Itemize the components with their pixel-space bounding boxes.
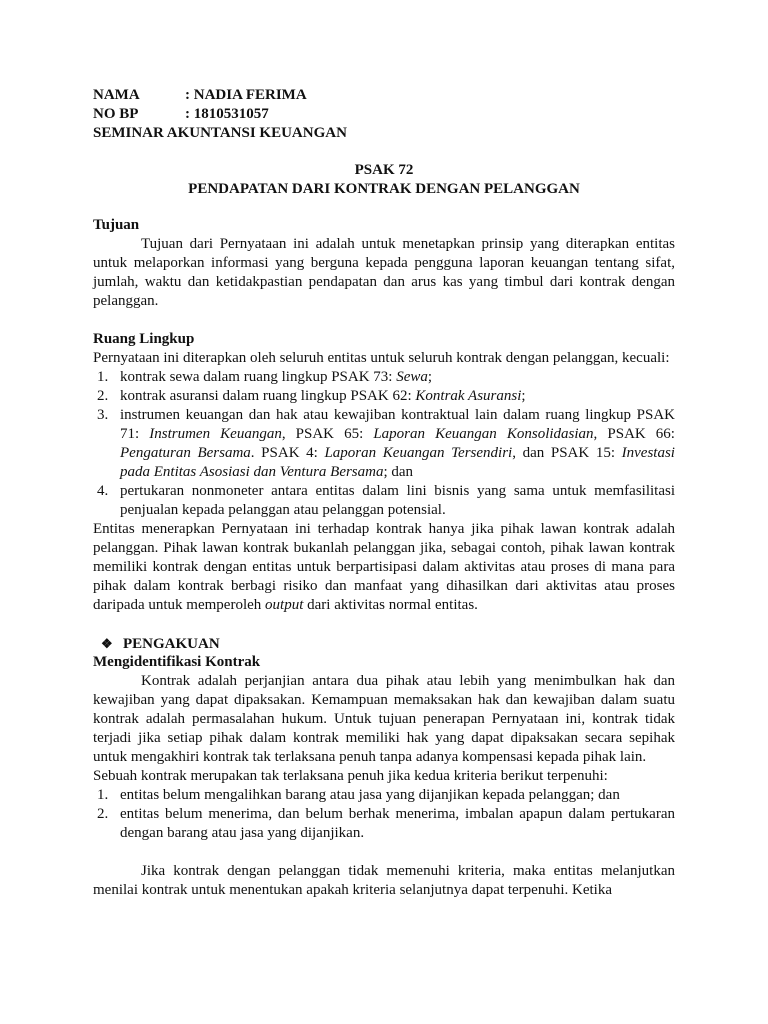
list-item-number: 2. (97, 388, 109, 404)
list-item (93, 805, 675, 843)
list-item-emphasis: Instrumen Keuangan (149, 426, 282, 442)
pengakuan-heading-row (93, 634, 675, 653)
name-row (93, 86, 675, 105)
list-item-text: instrumen keuangan dan hak atau kewajiban kontraktual lain dalam ruang lingkup PSAK 71: (120, 407, 675, 442)
tujuan-paragraph: Tujuan dari Pernyataan ini adalah untuk menetapkan prinsip yang diterapkan entitas untuk melaporkan informasi yang berguna kepada pengguna laporan keuangan tentang sifat, jumlah, waktu dan ketidakpastian pendapatan dan arus kas yang timbul dari kontrak dengan pelanggan. (93, 236, 675, 309)
list-item-text: kontrak asuransi dalam ruang lingkup PSAK 62: (120, 388, 416, 404)
mengidentifikasi-kontrak-heading: Mengidentifikasi Kontrak (93, 654, 261, 670)
list-item-number: 4. (97, 483, 109, 499)
pengakuan-heading: PENGAKUAN (123, 636, 220, 652)
list-item-emphasis: Sewa (396, 369, 428, 385)
list-item-text: . PSAK 4: (250, 445, 325, 461)
list-item-emphasis: Investasi pada Entitas Asosiasi dan Ventura Bersama (120, 445, 675, 480)
list-item-emphasis: Pengaturan Bersama (120, 445, 251, 461)
list-item (93, 368, 675, 387)
bp-row (93, 105, 675, 124)
list-item (93, 387, 675, 406)
bp-label: NO BP (93, 106, 139, 122)
course-title: SEMINAR AKUNTANSI KEUANGAN (93, 125, 347, 141)
list-item-text: entitas belum mengalihkan barang atau jasa yang dijanjikan kepada pelanggan; dan (120, 787, 620, 803)
list-item-text: ; dan (383, 464, 414, 480)
closing-emphasis: output (265, 597, 304, 613)
document-body (93, 86, 675, 900)
list-item-text: , PSAK 66: (593, 426, 675, 442)
kriteria-list (93, 786, 675, 843)
list-item-text: , PSAK 65: (281, 426, 374, 442)
kriteria-intro: Sebuah kontrak merupakan tak terlaksana penuh jika kedua kriteria berikut terpenuhi: (93, 768, 608, 784)
bp-value: : 1810531057 (185, 106, 269, 122)
name-label: NAMA (93, 87, 140, 103)
lanjutan-paragraph: Jika kontrak dengan pelanggan tidak memenuhi kriteria, maka entitas melanjutkan menilai kontrak untuk menentukan apakah kriteria selanjutnya dapat terpenuhi. Ketika (93, 863, 675, 898)
list-item-text: ; (521, 388, 526, 404)
list-item (93, 406, 675, 482)
name-value: : NADIA FERIMA (185, 87, 307, 103)
tujuan-heading: Tujuan (93, 217, 140, 233)
doc-title-line1: PSAK 72 (354, 162, 414, 178)
ruang-lingkup-closing (93, 520, 675, 615)
list-item-number: 1. (97, 369, 109, 385)
ruang-lingkup-intro: Pernyataan ini diterapkan oleh seluruh entitas untuk seluruh kontrak dengan pelanggan, kecuali: (93, 350, 670, 366)
list-item-emphasis: Kontrak Asuransi (415, 388, 522, 404)
list-item (93, 786, 675, 805)
ruang-lingkup-list (93, 368, 675, 520)
list-item-emphasis: Laporan Keuangan Tersendiri (324, 445, 513, 461)
list-item-number: 2. (97, 806, 109, 822)
list-item-number: 3. (97, 407, 109, 423)
closing-text: dari aktivitas normal entitas. (303, 597, 478, 613)
diamond-bullet-icon: ❖ (101, 636, 113, 651)
closing-text: Entitas menerapkan Pernyataan ini terhadap kontrak hanya jika pihak lawan kontrak adalah pelanggan. Pihak lawan kontrak bukanlah pelanggan jika, sebagai contoh, pihak lawan kontrak memiliki kontrak dengan entitas untuk berpartisipasi dalam aktivitas atau proses di mana para pihak dalam kontrak berbagi risiko dan manfaat yang dihasilkan dari aktivitas atau proses daripada untuk memperoleh (93, 521, 675, 613)
list-item-emphasis: Laporan Keuangan Konsolidasian (373, 426, 594, 442)
list-item-text: pertukaran nonmoneter antara entitas dalam lini bisnis yang sama untuk memfasilitasi penjualan kepada pelanggan atau pelanggan potensial. (120, 483, 675, 518)
list-item-text: kontrak sewa dalam ruang lingkup PSAK 73: (120, 369, 397, 385)
list-item (93, 482, 675, 520)
list-item-number: 1. (97, 787, 109, 803)
kontrak-paragraph: Kontrak adalah perjanjian antara dua pihak atau lebih yang menimbulkan hak dan kewajiban yang dapat dipaksakan. Kemampuan memaksakan hak dan kewajiban dalam suatu kontrak adalah permasalahan hukum. Untuk tujuan penerapan Pernyataan ini, kontrak tidak terjadi jika setiap pihak dalam kontrak memiliki hak yang dapat dipaksakan secara sepihak untuk mengakhiri kontrak tak terlaksana penuh tanpa adanya kompensasi kepada pihak lain. (93, 673, 675, 765)
ruang-lingkup-heading: Ruang Lingkup (93, 331, 195, 347)
doc-title-line2: PENDAPATAN DARI KONTRAK DENGAN PELANGGAN (188, 181, 580, 197)
list-item-text: , dan PSAK 15: (512, 445, 622, 461)
list-item-text: ; (427, 369, 433, 385)
list-item-text: entitas belum menerima, dan belum berhak menerima, imbalan apapun dalam pertukaran dengan barang atau jasa yang dijanjikan. (120, 806, 675, 841)
